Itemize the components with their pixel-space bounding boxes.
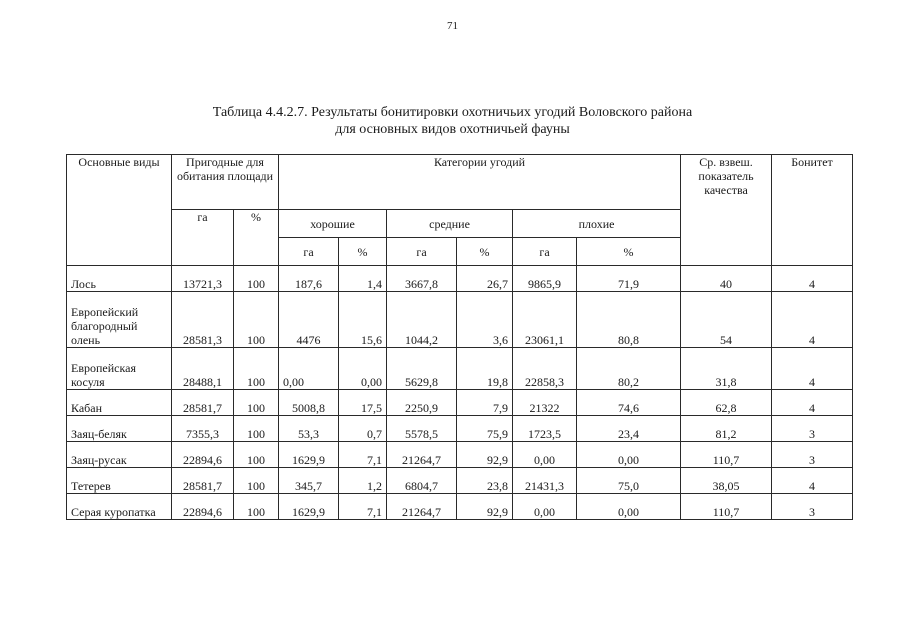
- species-name: Кабан: [67, 390, 172, 416]
- header-poor-pct: %: [577, 238, 681, 266]
- species-name: Заяц-беляк: [67, 416, 172, 442]
- quality-value: 40: [681, 266, 772, 292]
- header-area-pct: %: [234, 210, 279, 266]
- medium-pct: 23,8: [457, 468, 513, 494]
- medium-ha: 5578,5: [387, 416, 457, 442]
- header-categories: Категории угодий: [279, 155, 681, 210]
- header-medium-pct: %: [457, 238, 513, 266]
- poor-ha: 22858,3: [513, 348, 577, 390]
- area-pct: 100: [234, 442, 279, 468]
- table-row: [67, 442, 853, 468]
- table-row: [67, 292, 853, 348]
- area-ha: 28581,3: [172, 292, 234, 348]
- good-pct: 0,00: [339, 348, 387, 390]
- area-pct: 100: [234, 390, 279, 416]
- area-pct: 100: [234, 266, 279, 292]
- good-ha: 187,6: [279, 266, 339, 292]
- table-header: [67, 155, 853, 266]
- medium-pct: 19,8: [457, 348, 513, 390]
- species-name: Европейский благородный олень: [67, 292, 172, 348]
- medium-ha: 1044,2: [387, 292, 457, 348]
- good-ha: 0,00: [279, 348, 339, 390]
- bonitet-value: 3: [772, 494, 853, 520]
- poor-ha: 0,00: [513, 442, 577, 468]
- good-pct: 17,5: [339, 390, 387, 416]
- good-pct: 0,7: [339, 416, 387, 442]
- header-area-ha: га: [172, 210, 234, 266]
- bonitet-value: 3: [772, 442, 853, 468]
- poor-ha: 1723,5: [513, 416, 577, 442]
- header-bonitet: Бонитет: [772, 155, 853, 266]
- table-caption: [0, 104, 905, 138]
- area-ha: 28581,7: [172, 468, 234, 494]
- medium-ha: 2250,9: [387, 390, 457, 416]
- medium-ha: 5629,8: [387, 348, 457, 390]
- page-number: 71: [447, 20, 458, 32]
- quality-value: 110,7: [681, 494, 772, 520]
- area-ha: 13721,3: [172, 266, 234, 292]
- poor-ha: 0,00: [513, 494, 577, 520]
- medium-pct: 92,9: [457, 494, 513, 520]
- poor-pct: 80,2: [577, 348, 681, 390]
- table-row: [67, 416, 853, 442]
- table-row: [67, 348, 853, 390]
- poor-pct: 23,4: [577, 416, 681, 442]
- bonitet-value: 4: [772, 348, 853, 390]
- good-ha: 5008,8: [279, 390, 339, 416]
- quality-value: 81,2: [681, 416, 772, 442]
- good-pct: 1,4: [339, 266, 387, 292]
- area-pct: 100: [234, 416, 279, 442]
- header-good-ha: га: [279, 238, 339, 266]
- good-pct: 15,6: [339, 292, 387, 348]
- good-ha: 53,3: [279, 416, 339, 442]
- poor-pct: 71,9: [577, 266, 681, 292]
- area-pct: 100: [234, 494, 279, 520]
- good-pct: 7,1: [339, 442, 387, 468]
- good-pct: 1,2: [339, 468, 387, 494]
- species-name: Европейская косуля: [67, 348, 172, 390]
- header-good-pct: %: [339, 238, 387, 266]
- poor-pct: 80,8: [577, 292, 681, 348]
- area-ha: 7355,3: [172, 416, 234, 442]
- table-row: [67, 266, 853, 292]
- quality-value: 38,05: [681, 468, 772, 494]
- species-name: Тетерев: [67, 468, 172, 494]
- table-body: [67, 266, 853, 520]
- header-suitable-area: Пригодные для обитания площади: [172, 155, 279, 210]
- bonitet-value: 4: [772, 390, 853, 416]
- quality-value: 31,8: [681, 348, 772, 390]
- poor-pct: 75,0: [577, 468, 681, 494]
- area-pct: 100: [234, 348, 279, 390]
- area-pct: 100: [234, 468, 279, 494]
- medium-ha: 6804,7: [387, 468, 457, 494]
- header-poor-ha: га: [513, 238, 577, 266]
- caption-line-1: Таблица 4.4.2.7. Результаты бонитировки охотничьих угодий Воловского района: [212, 105, 693, 120]
- poor-ha: 23061,1: [513, 292, 577, 348]
- medium-pct: 26,7: [457, 266, 513, 292]
- poor-pct: 74,6: [577, 390, 681, 416]
- species-name: Заяц-русак: [67, 442, 172, 468]
- medium-ha: 3667,8: [387, 266, 457, 292]
- header-medium: средние: [387, 210, 513, 238]
- poor-pct: 0,00: [577, 494, 681, 520]
- area-ha: 28488,1: [172, 348, 234, 390]
- table-row: [67, 494, 853, 520]
- good-ha: 1629,9: [279, 494, 339, 520]
- bonitet-value: 4: [772, 468, 853, 494]
- table-row: [67, 468, 853, 494]
- area-ha: 22894,6: [172, 494, 234, 520]
- medium-pct: 3,6: [457, 292, 513, 348]
- poor-pct: 0,00: [577, 442, 681, 468]
- quality-value: 62,8: [681, 390, 772, 416]
- good-ha: 345,7: [279, 468, 339, 494]
- good-pct: 7,1: [339, 494, 387, 520]
- species-name: Лось: [67, 266, 172, 292]
- table-row: [67, 390, 853, 416]
- bonitet-table: [66, 154, 853, 520]
- bonitet-value: 4: [772, 292, 853, 348]
- header-poor: плохие: [513, 210, 681, 238]
- poor-ha: 21431,3: [513, 468, 577, 494]
- medium-ha: 21264,7: [387, 442, 457, 468]
- good-ha: 1629,9: [279, 442, 339, 468]
- poor-ha: 21322: [513, 390, 577, 416]
- bonitet-value: 4: [772, 266, 853, 292]
- quality-value: 54: [681, 292, 772, 348]
- quality-value: 110,7: [681, 442, 772, 468]
- header-avg-quality: Ср. взвеш. показатель качества: [681, 155, 772, 266]
- medium-ha: 21264,7: [387, 494, 457, 520]
- header-good: хорошие: [279, 210, 387, 238]
- medium-pct: 92,9: [457, 442, 513, 468]
- area-ha: 22894,6: [172, 442, 234, 468]
- medium-pct: 7,9: [457, 390, 513, 416]
- medium-pct: 75,9: [457, 416, 513, 442]
- header-species: Основные виды: [67, 155, 172, 266]
- header-medium-ha: га: [387, 238, 457, 266]
- poor-ha: 9865,9: [513, 266, 577, 292]
- bonitet-value: 3: [772, 416, 853, 442]
- caption-line-2: для основных видов охотничьей фауны: [335, 122, 570, 137]
- area-ha: 28581,7: [172, 390, 234, 416]
- good-ha: 4476: [279, 292, 339, 348]
- area-pct: 100: [234, 292, 279, 348]
- species-name: Серая куропатка: [67, 494, 172, 520]
